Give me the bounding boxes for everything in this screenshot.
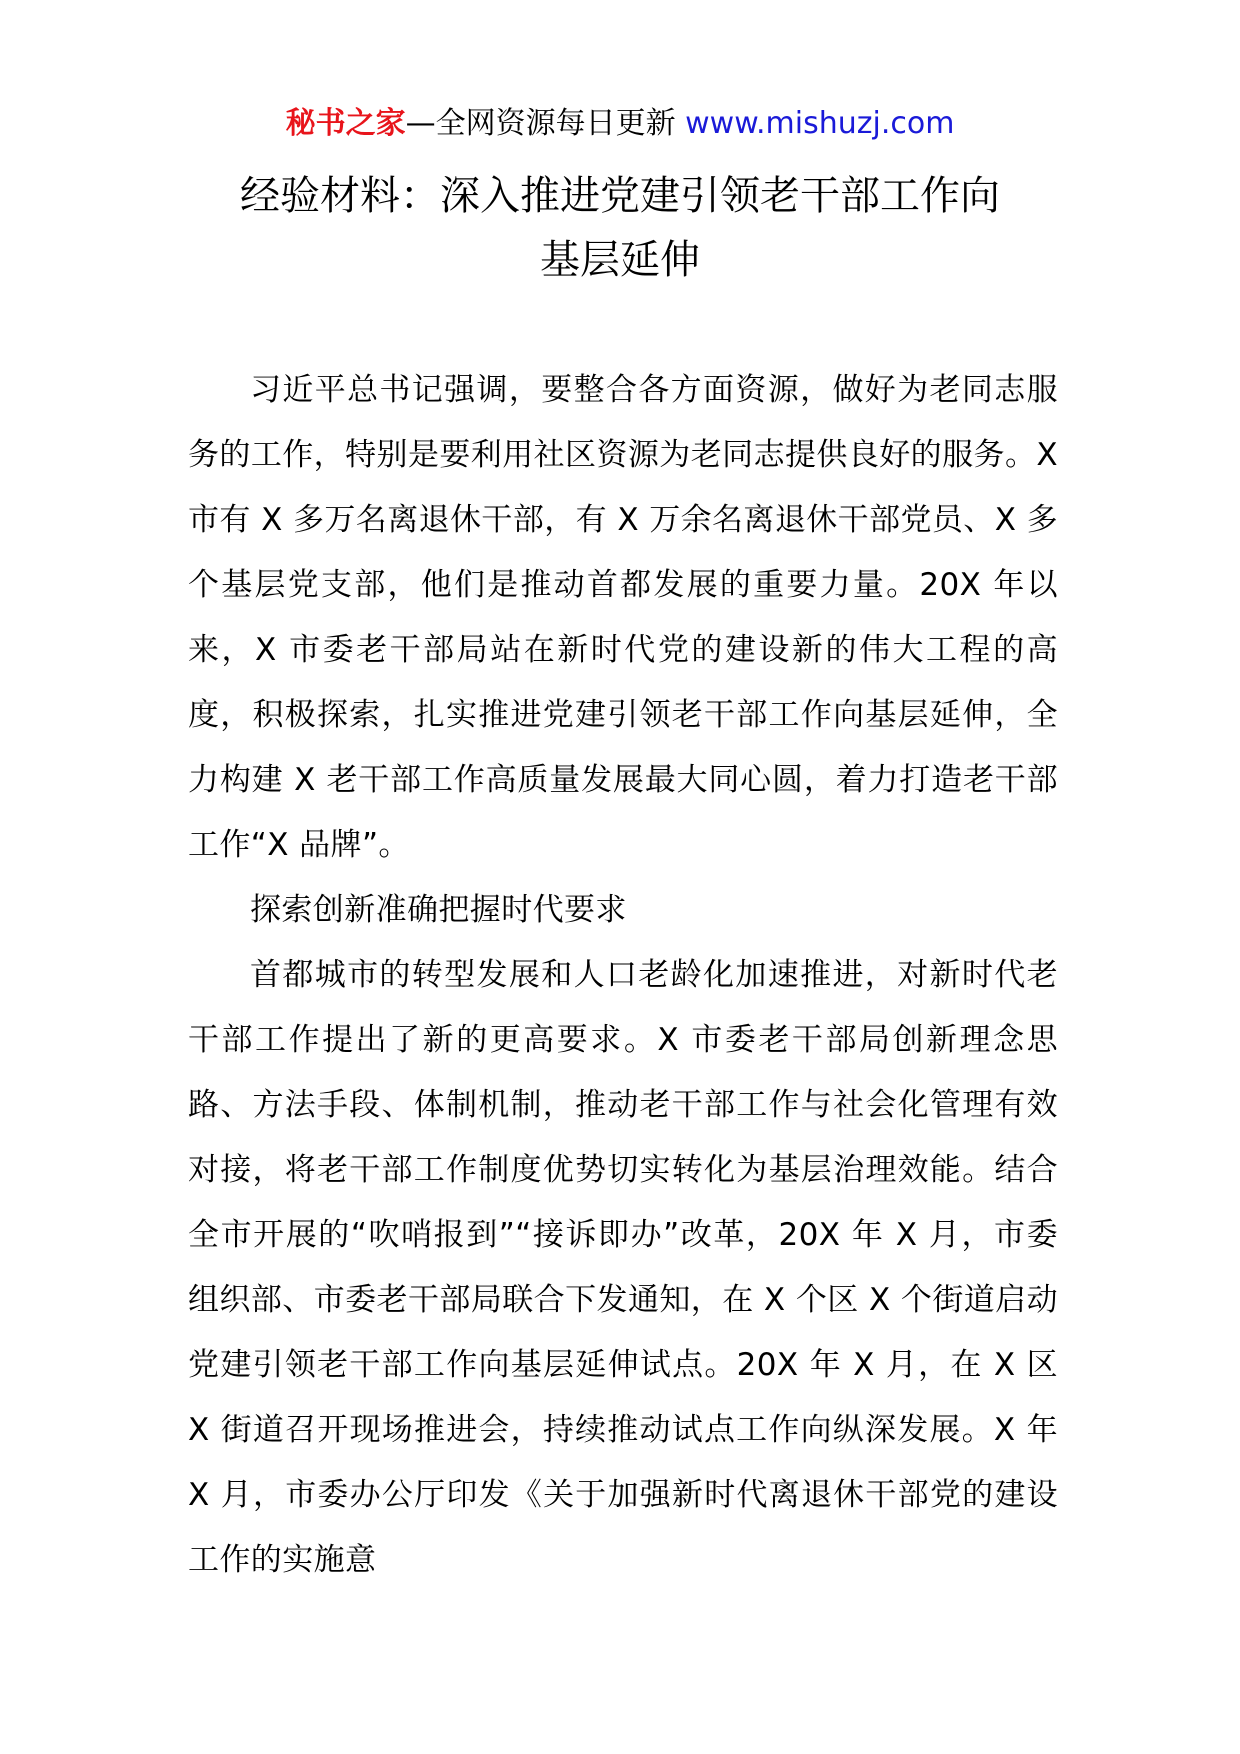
document-title [0,164,1240,292]
title-line-2: 基层延伸 [540,237,700,283]
paragraph-intro: 习近平总书记强调，要整合各方面资源，做好为老同志服务的工作，特别是要利用社区资源为老同志提供良好的服务。X 市有 X 多万名离退休干部，有 X 万余名离退休干部党员、X 多个基层党支部，他们是推动首都发展的重要力量。20X 年以来，X 市委老干部局站在新时代党的建设新的伟大工程的高度，积极探索，扎实推进党建引领老干部工作向基层延伸，全力构建 X 老干部工作高质量发展最大同心圆，着力打造老干部工作“X 品牌”。 [188,372,1058,863]
site-header [0,104,1240,144]
header-tagline: —全网资源每日更新 [405,106,686,141]
paragraph-section-1: 首都城市的转型发展和人口老龄化加速推进，对新时代老干部工作提出了新的更高要求。X 市委老干部局创新理念思路、方法手段、体制机制，推动老干部工作与社会化管理有效对接，将老干部工作制度优势切实转化为基层治理效能。结合全市开展的“吹哨报到”“接诉即办”改革，20X 年 X 月，市委组织部、市委老干部局联合下发通知，在 X 个区 X 个街道启动党建引领老干部工作向基层延伸试点。20X 年 X 月，在 X 区 X 街道召开现场推进会，持续推动试点工作向纵深发展。X 年 X 月，市委办公厅印发《关于加强新时代离退休干部党的建设工作的实施意 [188,957,1058,1578]
document-body [188,358,1058,1593]
title-line-1: 经验材料：深入推进党建引领老干部工作向 [240,173,1000,219]
section-heading: 探索创新准确把握时代要求 [250,892,627,928]
brand-name: 秘书之家 [285,106,406,141]
header-url-link[interactable]: www.mishuzj.com [685,106,955,141]
